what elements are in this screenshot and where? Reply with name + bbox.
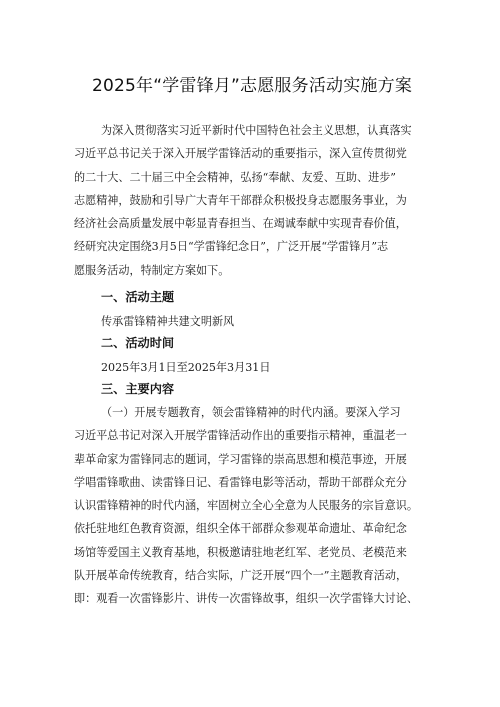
paragraph-line: 辈革命家为雷锋同志的题词，学习雷锋的崇高思想和模范事迹，开展 [74, 452, 407, 466]
paragraph-line: 队开展革命传统教育，结合实际，广泛开展“四个一”主题教育活动， [74, 569, 408, 583]
paragraph-line: 经研究决定围绕3月5日“学雷锋纪念日”，广泛开展“学雷锋月”志 [74, 240, 389, 254]
paragraph-line: 场馆等爱国主义教育基地，积极邀请驻地老红军、老党员、老模范来 [74, 545, 407, 559]
section-text-time: 2025年3月1日至2025年3月31日 [101, 361, 271, 374]
paragraph-line: 习近平总书记对深入开展学雷锋活动作出的重要指示精神，重温老一 [74, 429, 407, 443]
section-text-theme: 传承雷锋精神共建文明新风 [101, 315, 235, 328]
paragraph-line: 习近平总书记关于深入开展学雷锋活动的重要指示，深入宣传贯彻党 [74, 147, 407, 161]
document-title: 2025年“学雷锋月”志愿服务活动实施方案 [91, 76, 413, 96]
paragraph-line: （一）开展专题教育，领会雷锋精神的时代内涵。要深入学习 [101, 406, 401, 419]
paragraph-line: 志愿精神，鼓励和引导广大青年干部群众积极投身志愿服务事业，为 [74, 193, 407, 207]
paragraph-line: 经济社会高质量发展中彰显青春担当、在竭诚奉献中实现青春价值， [74, 217, 407, 231]
paragraph-line: 即：观看一次雷锋影片、讲传一次雷锋故事，组织一次学雷锋大讨论、 [74, 592, 418, 606]
paragraph-line: 为深入贯彻落实习近平新时代中国特色社会主义思想，认真落实 [101, 124, 412, 137]
paragraph-line: 学唱雷锋歌曲、读雷锋日记、看雷锋电影等活动，帮助干部群众充分 [74, 475, 407, 489]
section-heading-theme: 一、活动主题 [101, 290, 175, 304]
paragraph-line: 的二十大、二十届三中全会精神，弘扬“奉献、友爱、互助、进步” [74, 170, 396, 184]
content-paragraph [74, 401, 436, 611]
section-heading-time: 二、活动时间 [101, 336, 175, 350]
section-heading-content: 三、主要内容 [101, 382, 175, 396]
paragraph-line: 认识雷锋精神的时代内涵，牢固树立全心全意为人民服务的宗旨意识。 [74, 499, 418, 513]
paragraph-line: 愿服务活动，特制定方案如下。 [74, 263, 230, 277]
paragraph-line: 依托驻地红色教育资源，组织全体干部群众参观革命遗址、革命纪念 [74, 522, 407, 536]
intro-paragraph [74, 119, 436, 282]
